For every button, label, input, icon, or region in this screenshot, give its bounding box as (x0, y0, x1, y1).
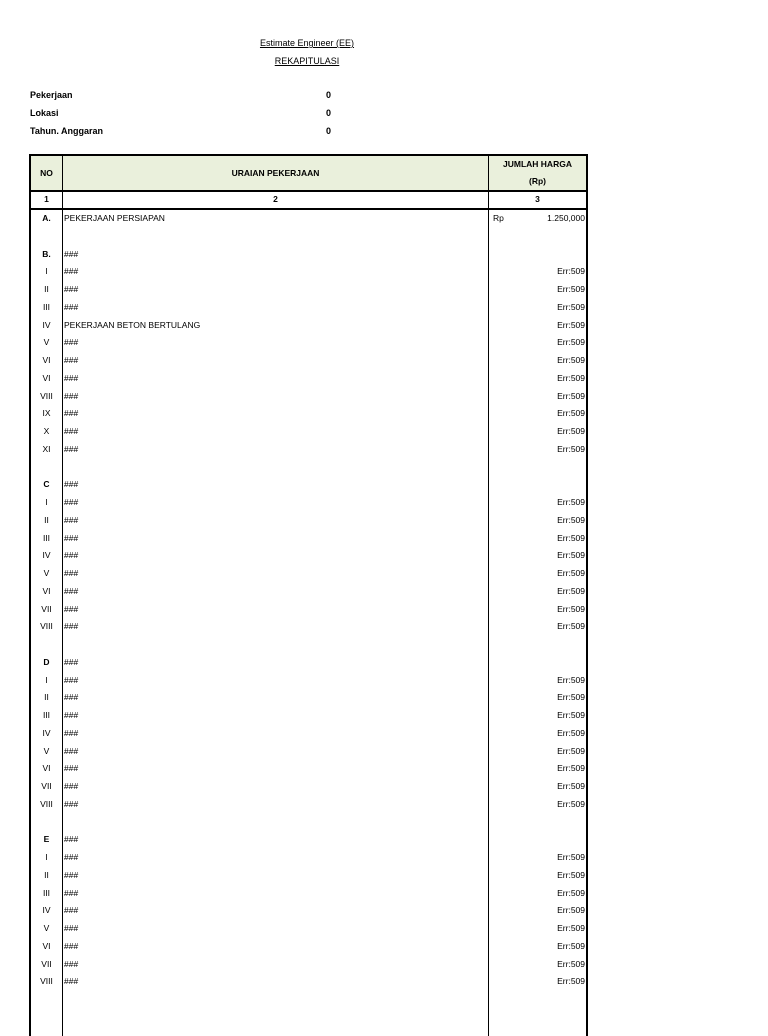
row-number: IV (42, 550, 51, 561)
row-description: ### (64, 745, 79, 756)
row-amount: Err:509 (557, 745, 585, 756)
row-description: ### (64, 905, 79, 916)
row-description: ### (64, 372, 79, 383)
row-amount: Err:509 (557, 355, 585, 365)
table-row (31, 885, 586, 902)
row-number: VI (42, 372, 51, 383)
row-number: V (43, 337, 50, 348)
section-row (31, 476, 586, 493)
row-currency: Rp (493, 213, 504, 223)
row-number: III (42, 710, 51, 720)
col-number-1: 1 (44, 194, 49, 204)
row-amount: Err:509 (557, 887, 585, 898)
row-amount: Err:509 (557, 550, 585, 561)
row-number: XI (42, 443, 51, 454)
row-description: ### (64, 568, 79, 578)
row-number: VII (41, 958, 52, 969)
row-number: II (44, 284, 49, 294)
row-number: V (43, 568, 50, 578)
row-description: ### (64, 621, 79, 632)
row-amount: Err:509 (557, 426, 585, 436)
row-number: VI (42, 355, 51, 365)
row-number: I (45, 674, 48, 685)
table-row (31, 902, 586, 919)
row-number: III (42, 532, 51, 543)
row-number: II (44, 692, 49, 703)
row-number: VIII (40, 976, 53, 987)
row-amount: Err:509 (557, 319, 585, 330)
row-description: ### (64, 869, 79, 880)
row-number: I (45, 852, 48, 862)
row-amount: Err:509 (557, 390, 585, 401)
row-description: ### (64, 301, 79, 312)
row-number: VIII (40, 390, 53, 401)
table-row (31, 299, 586, 316)
row-description: ### (64, 266, 79, 277)
row-description: ### (64, 674, 79, 685)
table-row (31, 547, 586, 564)
row-description: ### (64, 284, 79, 294)
blank-row (31, 228, 586, 245)
row-amount: Err:509 (557, 763, 585, 774)
row-description: ### (64, 443, 79, 454)
table-row (31, 725, 586, 742)
table-row (31, 601, 586, 618)
row-amount: Err:509 (557, 958, 585, 969)
table-row (31, 778, 586, 795)
row-amount: Err:509 (557, 621, 585, 632)
row-amount: Err:509 (557, 692, 585, 703)
meta-value-tahun: 0 (326, 126, 332, 136)
row-number: X (43, 426, 50, 436)
row-number: IV (42, 905, 51, 916)
row-number: I (45, 266, 48, 277)
meta-label-pekerjaan: Pekerjaan (30, 90, 73, 100)
meta-value-lokasi: 0 (326, 108, 332, 118)
table-row (31, 388, 586, 405)
row-amount: 1.250,000 (547, 213, 585, 223)
row-description: ### (64, 781, 79, 791)
table-row (31, 956, 586, 973)
blank-row (31, 814, 586, 831)
row-description: PEKERJAAN BETON BERTULANG (64, 319, 201, 330)
row-number: VI (42, 585, 51, 596)
table-row (31, 760, 586, 777)
section-row (31, 831, 586, 848)
meta-value-pekerjaan: 0 (326, 90, 332, 100)
blank-row (31, 636, 586, 653)
row-amount: Err:509 (557, 923, 585, 933)
table-row (31, 405, 586, 422)
col-number-3: 3 (535, 194, 540, 204)
row-description: ### (64, 834, 79, 845)
row-amount: Err:509 (557, 301, 585, 312)
row-description: ### (64, 497, 79, 507)
row-description: ### (64, 514, 79, 525)
column-number-row (31, 192, 586, 210)
row-description: PEKERJAAN PERSIAPAN (64, 213, 165, 223)
meta-label-tahun: Tahun. Anggaran (30, 126, 103, 136)
row-number: III (42, 887, 51, 898)
table-row (31, 743, 586, 760)
row-description: ### (64, 852, 79, 862)
row-description: ### (64, 656, 79, 667)
row-number: VI (42, 763, 51, 774)
row-description: ### (64, 550, 79, 561)
header-no: NO (40, 168, 53, 178)
table-row (31, 370, 586, 387)
row-number: C (43, 479, 50, 490)
header-uraian: URAIAN PEKERJAAN (231, 168, 320, 178)
row-amount: Err:509 (557, 408, 585, 419)
row-description: ### (64, 426, 79, 436)
row-number: IV (42, 727, 51, 738)
row-amount: Err:509 (557, 514, 585, 525)
table-row (31, 281, 586, 298)
row-description: ### (64, 923, 79, 933)
table-row (31, 973, 586, 990)
table-row (31, 565, 586, 582)
row-description: ### (64, 763, 79, 774)
col-number-2: 2 (273, 194, 278, 204)
table-row (31, 618, 586, 635)
row-amount: Err:509 (557, 585, 585, 596)
table-row (31, 849, 586, 866)
section-row (31, 210, 586, 227)
row-amount: Err:509 (557, 852, 585, 862)
row-number: IX (42, 408, 51, 419)
row-amount: Err:509 (557, 674, 585, 685)
table-row (31, 672, 586, 689)
row-number: III (42, 301, 51, 312)
row-amount: Err:509 (557, 337, 585, 348)
row-number: E (43, 834, 50, 845)
row-number: D (43, 656, 50, 667)
row-number: II (44, 869, 49, 880)
row-amount: Err:509 (557, 284, 585, 294)
row-description: ### (64, 355, 79, 365)
row-description: ### (64, 976, 79, 987)
table-row (31, 707, 586, 724)
row-description: ### (64, 958, 79, 969)
row-description: ### (64, 479, 79, 490)
row-amount: Err:509 (557, 781, 585, 791)
header-jumlah: JUMLAH HARGA (503, 159, 572, 169)
row-number: VI (42, 940, 51, 951)
row-amount: Err:509 (557, 532, 585, 543)
row-description: ### (64, 248, 79, 259)
row-number: A. (42, 213, 51, 223)
row-amount: Err:509 (557, 372, 585, 383)
row-number: II (44, 514, 49, 525)
row-description: ### (64, 940, 79, 951)
table-row (31, 494, 586, 511)
table-row (31, 352, 586, 369)
table-row (31, 423, 586, 440)
table-row (31, 512, 586, 529)
document-title: Estimate Engineer (EE) (259, 38, 355, 48)
row-amount: Err:509 (557, 443, 585, 454)
meta-label-lokasi: Lokasi (30, 108, 59, 118)
section-row (31, 246, 586, 263)
table-row (31, 317, 586, 334)
row-amount: Err:509 (557, 976, 585, 987)
document-subtitle: REKAPITULASI (274, 56, 340, 66)
row-description: ### (64, 710, 79, 720)
table-row (31, 796, 586, 813)
recap-table (29, 154, 588, 1036)
row-number: VIII (40, 621, 53, 632)
row-description: ### (64, 585, 79, 596)
row-description: ### (64, 408, 79, 419)
table-row (31, 938, 586, 955)
row-amount: Err:509 (557, 603, 585, 614)
row-description: ### (64, 887, 79, 898)
row-number: VIII (40, 798, 53, 809)
row-amount: Err:509 (557, 798, 585, 809)
row-description: ### (64, 532, 79, 543)
row-description: ### (64, 798, 79, 809)
row-description: ### (64, 603, 79, 614)
table-header (31, 156, 586, 192)
table-row (31, 920, 586, 937)
table-row (31, 334, 586, 351)
row-amount: Err:509 (557, 497, 585, 507)
row-number: V (43, 923, 50, 933)
table-row (31, 530, 586, 547)
table-row (31, 583, 586, 600)
row-amount: Err:509 (557, 905, 585, 916)
row-number: VII (41, 603, 52, 614)
header-jumlah-unit: (Rp) (529, 176, 546, 186)
row-number: B. (42, 248, 51, 259)
row-description: ### (64, 337, 79, 348)
row-amount: Err:509 (557, 710, 585, 720)
section-row (31, 654, 586, 671)
row-number: V (43, 745, 50, 756)
row-amount: Err:509 (557, 940, 585, 951)
row-description: ### (64, 692, 79, 703)
row-amount: Err:509 (557, 869, 585, 880)
table-row (31, 441, 586, 458)
table-row (31, 263, 586, 280)
row-number: VII (41, 781, 52, 791)
table-row (31, 867, 586, 884)
row-amount: Err:509 (557, 568, 585, 578)
row-number: IV (42, 319, 51, 330)
table-row (31, 689, 586, 706)
blank-row (31, 459, 586, 476)
row-description: ### (64, 727, 79, 738)
row-amount: Err:509 (557, 266, 585, 277)
row-number: I (45, 497, 48, 507)
row-amount: Err:509 (557, 727, 585, 738)
row-description: ### (64, 390, 79, 401)
